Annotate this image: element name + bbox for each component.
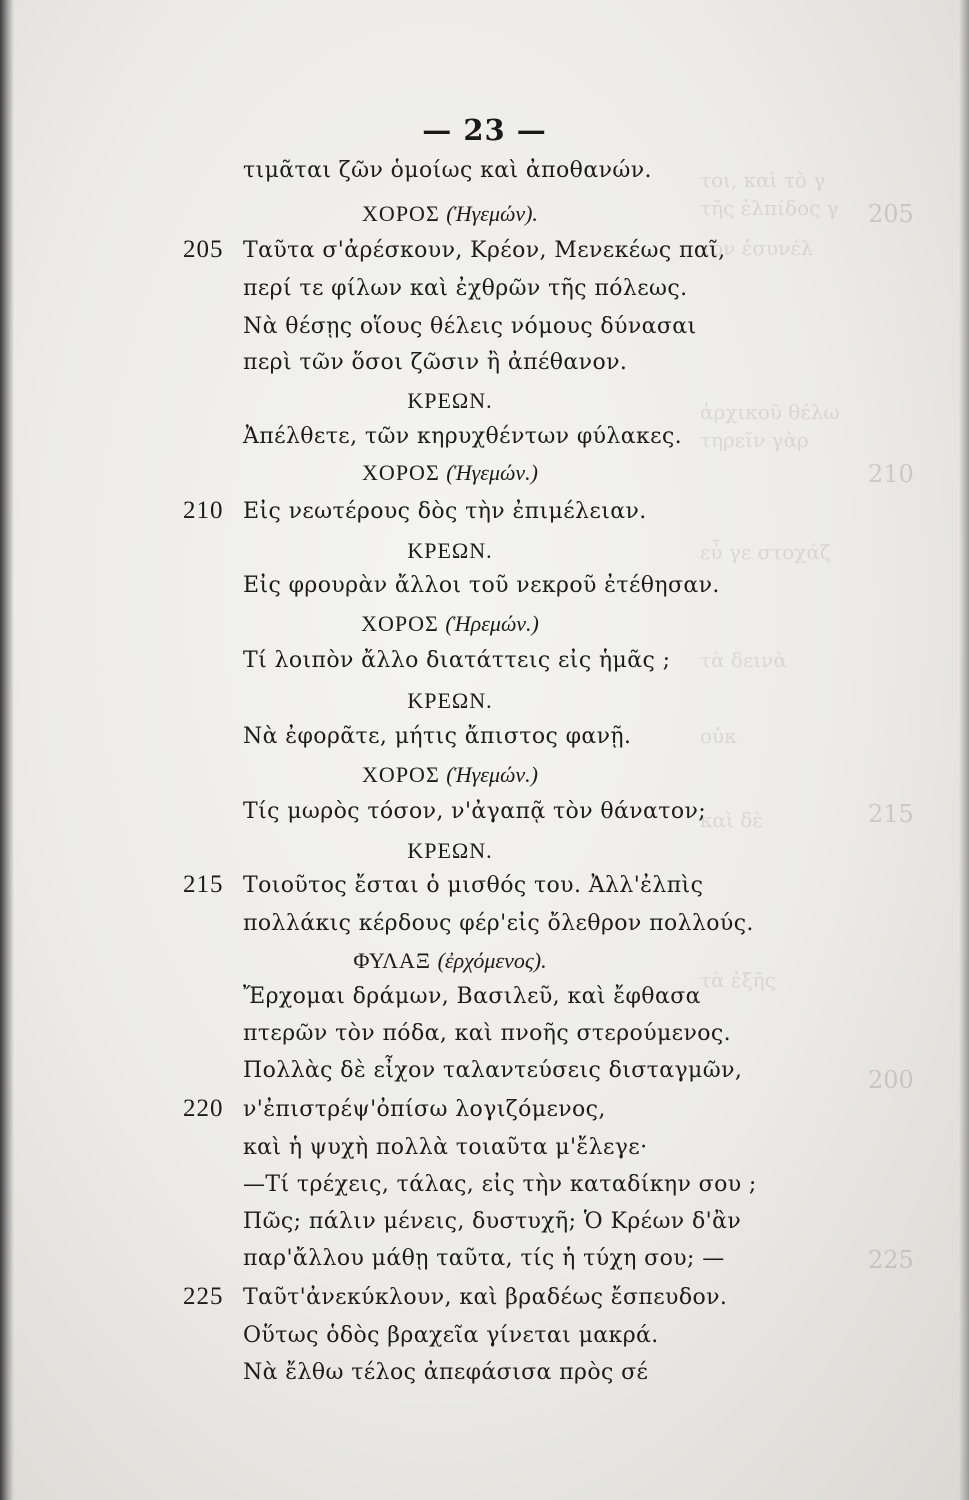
stage-direction: (Ἡγεμών.) <box>446 460 538 485</box>
stage-direction: (ἐρχόμενος). <box>437 948 547 973</box>
verse-line: πτερῶν τὸν πόδα, καὶ πνοῆς στερούμενος. <box>243 1021 732 1046</box>
bleedthrough-text: οὐκ <box>700 724 737 748</box>
bleedthrough-text: τὰ ἐξῆς <box>700 968 776 992</box>
speaker-heading <box>0 538 900 564</box>
bleedthrough-text: τὰ δεινὰ <box>700 648 787 672</box>
speaker-heading <box>0 611 900 637</box>
speaker-heading <box>0 762 900 788</box>
line-number: 225 <box>183 1283 224 1310</box>
speaker-heading <box>0 388 900 414</box>
verse-line: περί τε φίλων καὶ ἐχθρῶν τῆς πόλεως. <box>243 276 688 301</box>
page-edge-shadow-right <box>959 0 969 1500</box>
verse-line: Πῶς; πάλιν μένεις, δυστυχῆ; Ὁ Κρέων δ'ἂν <box>243 1209 742 1234</box>
verse-line: παρ'ἄλλου μάθῃ ταῦτα, τίς ἡ τύχη σου; — <box>243 1246 725 1271</box>
speaker-heading <box>0 688 900 714</box>
verse-line: Τοιοῦτος ἔσται ὁ μισθός του. Ἀλλ'ἐλπὶς <box>243 873 704 898</box>
line-number: 210 <box>183 497 224 524</box>
verse-line: Εἰς φρουρὰν ἄλλοι τοῦ νεκροῦ ἐτέθησαν. <box>243 573 720 598</box>
speaker-heading <box>0 460 900 486</box>
speaker-name: ΚΡΕΩΝ. <box>407 838 493 863</box>
speaker-name: ΚΡΕΩΝ. <box>407 538 493 563</box>
stage-direction: (Ἡγεμών.) <box>446 762 538 787</box>
stage-direction: (Ἡγεμών). <box>446 201 538 226</box>
verse-line: Ἀπέλθετε, τῶν κηρυχθέντων φύλακες. <box>243 424 683 449</box>
speaker-name: ΧΟΡΟΣ <box>362 460 440 485</box>
bleedthrough-text: τῆς ἐλπίδος γ <box>700 196 839 220</box>
bleedthrough-number: 200 <box>868 1066 914 1094</box>
verse-line: περὶ τῶν ὅσοι ζῶσιν ἢ ἀπέθανον. <box>243 350 628 375</box>
verse-line: Νὰ θέσῃς οἵους θέλεις νόμους δύνασαι <box>243 314 697 339</box>
bleedthrough-text: καὶ δὲ <box>700 808 763 832</box>
verse-line: —Τί τρέχεις, τάλας, εἰς τὴν καταδίκην σου ; <box>243 1172 757 1197</box>
speaker-name: ΚΡΕΩΝ. <box>407 688 493 713</box>
line-number: 215 <box>183 871 224 898</box>
verse-line: Εἰς νεωτέρους δὸς τὴν ἐπιμέλειαν. <box>243 499 647 524</box>
verse-line: πολλάκις κέρδους φέρ'εἰς ὄλεθρον πολλούς. <box>243 911 754 936</box>
bleedthrough-number: 205 <box>868 200 914 228</box>
speaker-name: ΧΟΡΟΣ <box>362 762 440 787</box>
page-number: — 23 — <box>422 113 547 147</box>
stage-direction: (Ἡρεμών.) <box>445 611 539 636</box>
verse-line: τιμᾶται ζῶν ὁμοίως καὶ ἀποθανών. <box>243 158 652 183</box>
bleedthrough-number: 210 <box>868 460 914 488</box>
verse-line: Πολλὰς δὲ εἶχον ταλαντεύσεις δισταγμῶν, <box>243 1058 743 1083</box>
verse-line: Οὕτως ὁδὸς βραχεῖα γίνεται μακρά. <box>243 1323 659 1348</box>
speaker-heading <box>0 201 900 227</box>
verse-line: Νὰ ἔλθω τέλος ἀπεφάσισα πρὸς σέ <box>243 1360 649 1385</box>
verse-line: Ταῦτα σ'ἀρέσκουν, Κρέον, Μενεκέως παῖ, <box>243 238 726 263</box>
verse-line: Τίς μωρὸς τόσον, ν'ἀγαπᾷ τὸν θάνατον; <box>243 799 707 824</box>
verse-line: ν'ἐπιστρέψ'ὀπίσω λογιζόμενος, <box>243 1097 606 1122</box>
verse-line: Ταῦτ'ἀνεκύκλουν, καὶ βραδέως ἔσπευδον. <box>243 1285 728 1310</box>
verse-line: Ἔρχομαι δράμων, Βασιλεῦ, καὶ ἔφθασα <box>243 984 701 1009</box>
speaker-heading <box>0 948 900 974</box>
speaker-name: ΧΟΡΟΣ <box>361 611 439 636</box>
verse-line: καὶ ἡ ψυχὴ πολλὰ τοιαῦτα μ'ἔλεγε· <box>243 1135 648 1160</box>
speaker-heading <box>0 838 900 864</box>
speaker-name: ΧΟΡΟΣ <box>362 201 440 226</box>
speaker-name: ΚΡΕΩΝ. <box>407 388 493 413</box>
bleedthrough-number: 215 <box>868 800 914 828</box>
verse-line: Νὰ ἐφορᾶτε, μήτις ἄπιστος φανῇ. <box>243 724 632 749</box>
line-number: 205 <box>183 236 224 263</box>
bleedthrough-text: τοι, καὶ τὸ γ <box>700 168 826 192</box>
verse-line: Τί λοιπὸν ἄλλο διατάττεις εἰς ἡμᾶς ; <box>243 648 671 673</box>
speaker-name: ΦΥΛΑΞ <box>353 948 432 973</box>
bleedthrough-text: τηρεῖν γὰρ <box>700 428 809 452</box>
bleedthrough-number: 225 <box>868 1246 914 1274</box>
bleedthrough-text: ἀρχικοῦ θέλω <box>700 400 840 424</box>
bleedthrough-text: εὖ γε στοχάζ <box>700 540 831 564</box>
bleedthrough-text: τὸν ἐσυνέλ <box>700 236 814 260</box>
line-number: 220 <box>183 1095 224 1122</box>
